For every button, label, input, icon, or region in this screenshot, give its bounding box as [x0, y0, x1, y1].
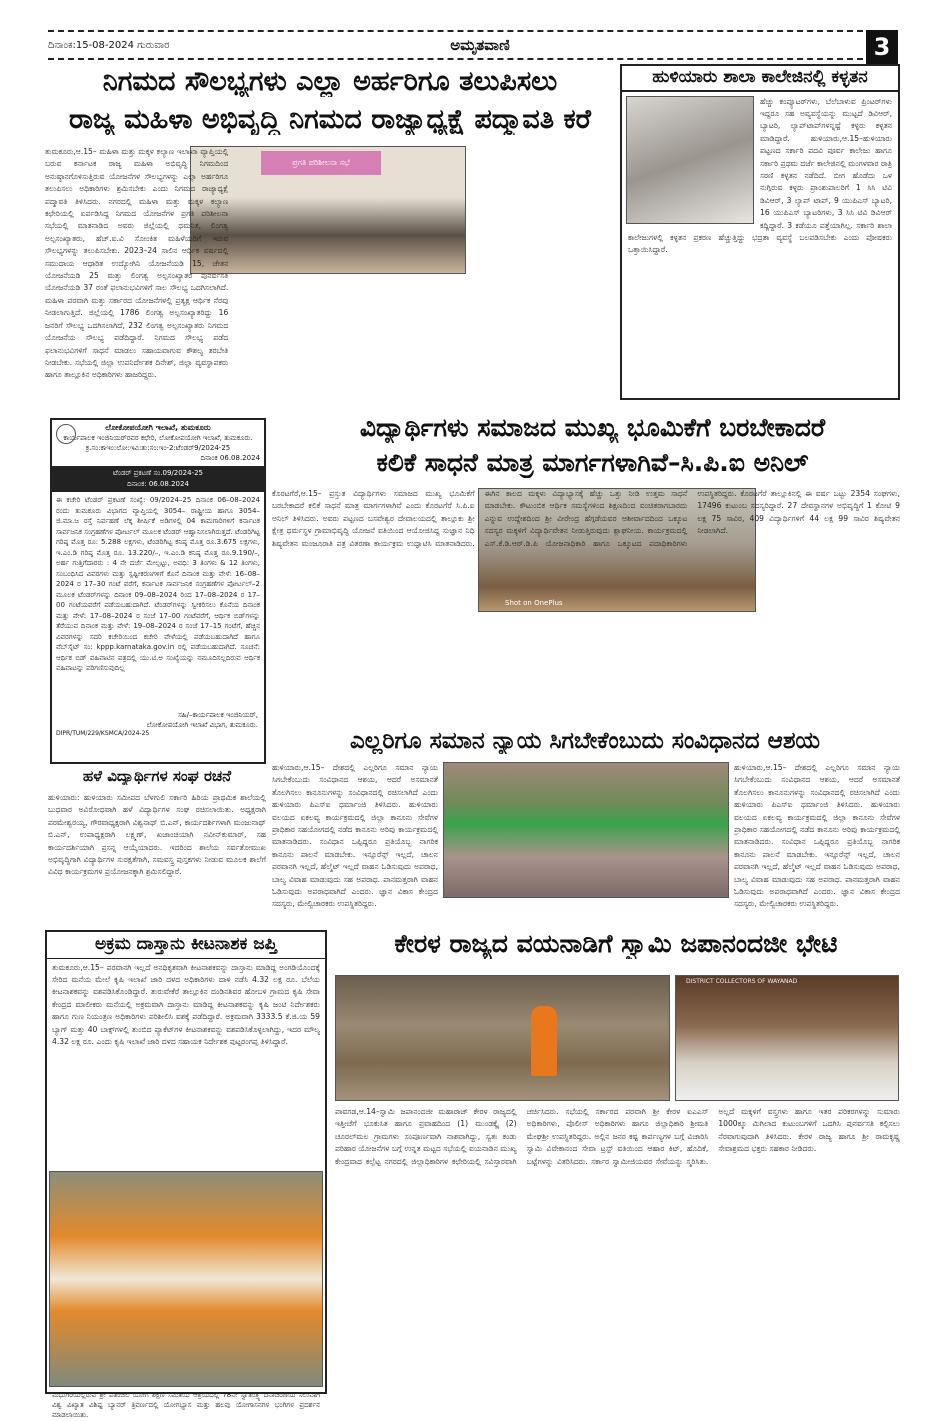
headline: ನಿಗಮದ ಸೌಲಭ್ಯಗಳು ಎಲ್ಲಾ ಅರ್ಹರಿಗೂ ತಲುಪಿಸಲು	[102, 66, 558, 97]
headline: ಎಲ್ಲರಿಗೂ ಸಮಾನ ನ್ಯಾಯ ಸಿಗಬೇಕೆಂಬುದು ಸಂವಿಧಾನದ ಆಶಯ	[349, 728, 821, 754]
notice-date: ದಿನಾಂಕ: 06.08.2024	[127, 480, 189, 488]
government-seal-icon	[56, 424, 76, 444]
article-body: ಹುಳಿಯಾರು: ಹುಳಿಯಾರು ಸಮೀಪದ ಬೆಳಗುಲಿ ಸರ್ಕಾರಿ ಹಿರಿಯ ಪ್ರಾಥಮಿಕ ಶಾಲೆಯಲ್ಲಿ ಬುಧವಾರ ಅವಿರೋಧವಾಗಿ ಹಳೆ ವಿದ್ಯಾರ್ಥಿಗಳ ಸಂಘ ರಚಿಸಲಾಯಿತು. ಅಧ್ಯಕ್ಷರಾಗಿ ಪರಮೇಶ್ವರಯ್ಯ, ಗೌರವಾಧ್ಯಕ್ಷರಾಗಿ ವಿಶ್ವನಾಥ್ ಬಿ.ಎನ್, ಕಾರ್ಯದರ್ಶಿಗಳಾಗಿ ಮಂಜುನಾಥ್ ಬಿ.ಎನ್, ಉಪಾಧ್ಯಕ್ಷರಾಗಿ ಲಕ್ಷ್ಮಣ್, ಖಜಾಂಚಿಯಾಗಿ ನವೀನ್‌ಕುಮಾರ್, ಸಹ ಕಾರ್ಯದರ್ಶಿಯಾಗಿ ಪ್ರಸನ್ನ ಆಯ್ಕೆಯಾದರು. ಇದರಿಂದ ಶಾಲೆಯ ಸರ್ವತೋಮುಖ ಅಭಿವೃದ್ಧಿಗಾಗಿ ವಿದ್ಯಾರ್ಥಿಗಳ ಸುರಕ್ಷತೆಗಾಗಿ, ಸಮವಸ್ತ್ರ ಪುಸ್ತಕಗಳು ನೀಡುವ ಮೂಲಕ ಶಾಲೆಗೆ ವಿವಿಧ ಕಾರ್ಯಕ್ರಮಗಳ ಪ್ರಯೋಜನಕ್ಕಾಗಿ ಶ್ರಮಿಸಲಿದ್ದಾರೆ.	[48, 793, 266, 877]
article-box	[45, 930, 327, 1419]
page-number: 3	[866, 30, 898, 64]
divider	[48, 58, 863, 60]
article-text: ಹುಳಿಯಾರು,ಆ.15– ದೇಶದಲ್ಲಿ ಎಲ್ಲರಿಗೂ ಸಮಾನ ನ್ಯಾಯ ಸಿಗಬೇಕೆಂಬುದು ಸಂವಿಧಾನದ ಆಶಯ, ಆದರೆ ಅಸಮಾನತೆ ತೊಲಗಿಸಲು ಕಾನೂನುಗಳನ್ನು ಸಂವಿಧಾನದಲ್ಲಿ ರಚಿಸಲಾಗಿದೆ ಎಂದು ಹುಳಿಯಾರು ಪಿಎಸ್‌ಐ ಧರ್ಮಾಂಜಿ ತಿಳಿಸಿದರು. ಹುಳಿಯಾರು ವಲಯದ ಏಕಲವ್ಯ ಕಾರ್ಯಕ್ರಮದಲ್ಲಿ ಜಿಲ್ಲಾ ಕಾನೂನು ಸೇವೆಗಳ ಪ್ರಾಧಿಕಾರ ಸಹಯೋಗದಲ್ಲಿ ನಡೆದ ಕಾನೂನು ಅರಿವು ಕಾರ್ಯಕ್ರಮದಲ್ಲಿ ಮಾತನಾಡಿದರು. ಸಂವಿಧಾನ ಒಪ್ಪಿದ್ದರೂ ಪ್ರತಿಯೊಬ್ಬ ನಾಗರಿಕ ಕಾನೂನು ಪಾಲನೆ ಮಾಡಬೇಕು. ಇನ್ಸೂರೆನ್ಸ್ ಇಲ್ಲದೆ, ಚಾಲನ ಪರವಾನಗಿ ಇಲ್ಲದೆ, ಹೆಲ್ಮೆಟ್ ಇಲ್ಲದೆ ವಾಹನ ಓಡಿಸುವುದು ಅಪರಾಧ, ಬಾಲ್ಯ ವಿವಾಹ ಮಾಡುವುದು ಸಹ ಅಪರಾಧ. ಪಾನಮತ್ತರಾಗಿ ವಾಹನ ಓಡಿಸುವುದು ಅಪರಾಧವಾಗಿದೆ ಎಂದರು. ಜ್ಞಾನ ವಿಕಾಸ ಕೇಂದ್ರದ ಸದಸ್ಯರು, ಮೇಲ್ವಿಚಾರಕರು ಉಪಸ್ಥಿತರಿದ್ದರು.	[734, 763, 900, 909]
issue-date: ದಿನಾಂಕ:15-08-2024 ಗುರುವಾರ	[48, 40, 170, 51]
collector-office-photo	[675, 975, 899, 1101]
signatory: ಸಹಿ/–ಕಾರ್ಯಪಾಲಕ ಇಂಜಿನಿಯರ್,	[178, 711, 258, 719]
headline: ಕೇರಳ ರಾಜ್ಯದ ವಯನಾಡಿಗೆ ಸ್ವಾಮಿ ಜಪಾನಂದಜೀ ಭೇಟಿ	[394, 930, 838, 958]
photo-caption: ಮಧುಗಿರಿಯಲ್ಲಿರುವ ಶ್ರೀ ಪತಂಜಲಿ ಯೋಗ ಶಿಕ್ಷಣ ಸಮಿತಿಯ ಆಶ್ರಯದಲ್ಲಿ 78ನೇ ಸ್ವಾತಂತ್ರ್ಯ ದಿನಾಚರಣೆಯ ಸಲುವಾಗಿ ವಿಶ್ವ ವಿಖ್ಯಾತ ವಿಶಿಷ್ಟ ಬ್ಯಾನರ್ ತ್ರಿವರ್ಣದಲ್ಲಿ ಯೋಗಭ್ಯಾಸ ಮತ್ತು ಹಲವು ಯೋಗಾಸನಗಳ ಭಂಗಿಗಳ ಪ್ರದರ್ಶನ ಮಾಡಲಾಯಿತು.	[52, 1390, 320, 1419]
ref-date: ದಿನಾಂಕ 06.08.2024	[200, 454, 260, 462]
newspaper-name: ಅಮೃತವಾಣಿ	[450, 36, 510, 54]
headline: ವಿದ್ಯಾರ್ಥಿಗಳು ಸಮಾಜದ ಮುಖ್ಯ ಭೂಮಿಕೆಗೆ ಬರಬೇಕಾದರೆ	[359, 414, 826, 442]
article-body	[272, 488, 900, 720]
article-body: ತುಮಕೂರು,ಆ.15– ಪರವಾನಗಿ ಇಲ್ಲದೆ ಅನಧಿಕೃತವಾಗಿ ಕೀಟನಾಶಕವನ್ನು ದಾಸ್ತಾನು ಮಾಡಿದ್ದ ಅಂಗಡಿಯೊಂದಕ್ಕೆ ಸೇರಿದ ಮನೆಯ ಮೇಲೆ ಕೃಷಿ ಇಲಾಖೆ ಜಾರಿ ದಳದ ಅಧಿಕಾರಿಗಳು ದಾಳಿ ನಡೆಸಿ 4.32 ಲಕ್ಷ ರೂ. ಬೆಲೆಯ ಕೀಟನಾಶಕವನ್ನು ವಶಪಡಿಸಿಕೊಂಡಿದ್ದಾರೆ. ತುರುವೇಕೆರೆ ತಾಲ್ಲೂಕಿನ ದಂಡಿನಶಿವರ ಹೋಬಳಿ ಗ್ರಾಮದ ಕೃಷಿ ಸೇವಾ ಕೇಂದ್ರದ ಮಾಲೀಕರು ಮನೆಯಲ್ಲಿ ಅಕ್ರಮವಾಗಿ ದಾಸ್ತಾನು ಮಾಡಿದ್ದ ಕೀಟನಾಶಕವನ್ನು ಕೃಷಿ ಜಂಟಿ ನಿರ್ದೇಶಕರು ಹಾಗೂ ಗುಣ ನಿಯಂತ್ರಣ ಅಧಿಕಾರಿಗಳು ಪರಿಶೀಲಿಸಿ ವಶಕ್ಕೆ ಪಡೆದಿದ್ದಾರೆ. ಅಕ್ರಮವಾಗಿ 3333.5 ಕೆ.ಜಿ.ಯ 59 ಬ್ಯಾಗ್ ಮತ್ತು 40 ಬಾಕ್ಸ್‌ಗಳಲ್ಲಿ ತುಂಬಿದ ಪ್ಯಾಕೆಟ್‌ಗಳ ಕೀಟನಾಶಕವನ್ನು ವಶಪಡಿಸಿಕೊಳ್ಳಲಾಗಿದ್ದು, ಇದರ ಮೌಲ್ಯ 4.32 ಲಕ್ಷ ರೂ. ಎಂದು ಕೃಷಿ ಇಲಾಖೆ ಜಾರಿ ದಳದ ಸಹಾಯಕ ನಿರ್ದೇಶಕ ಪುಟ್ಟರಂಗಪ್ಪ ತಿಳಿಸಿದ್ದಾರೆ.	[52, 962, 320, 1046]
headline: ಅಕ್ರಮ ದಾಸ್ತಾನು ಕೀಟನಾಶಕ ಜಪ್ತಿ	[47, 932, 325, 959]
yoga-photo	[49, 1171, 323, 1387]
article-text: ಕೊರಟಗೆರೆ,ಆ.15– ಪ್ರಸ್ತುತ ವಿದ್ಯಾರ್ಥಿಗಳು ಸಮಾಜದ ಮುಖ್ಯ ಭೂಮಿಕೆಗೆ ಬರಬೇಕಾದರೆ ಕಲಿಕೆ ಸಾಧನೆ ಮಾತ್ರ ಮಾರ್ಗಗಳಾಗಿವೆ ಎಂದು ಕೊರಟಗೆರೆ ಸಿ.ಪಿ.ಐ ಅನಿಲ್ ತಿಳಿಸಿದರು. ಅವರು ಪಟ್ಟಣದ ಬಸವೇಶ್ವರ ದೇವಾಲಯದಲ್ಲಿ ತಾಲ್ಲೂಕು ಶ್ರೀ ಕ್ಷೇತ್ರ ಧರ್ಮಸ್ಥಳ ಗ್ರಾಮಾಭಿವೃದ್ಧಿ ಯೋಜನೆ ವತಿಯಿಂದ ಆಯೋಜಿಸಿದ್ದ ಸುಜ್ಞಾನ ನಿಧಿ ಶಿಷ್ಯವೇತನ ಮಂಜೂರಾತಿ ಪತ್ರ ವಿತರಣಾ ಕಾರ್ಯಕ್ರಮ ಉದ್ಘಾಟಿಸಿ ಮಾತನಾಡಿದರು. ಈಗಿನ ಕಾಲದ ಮಕ್ಕಳು ವಿದ್ಯಾಭ್ಯಾಸಕ್ಕೆ ಹೆಚ್ಚು ಒತ್ತು ನೀಡಿ ಉತ್ತಮ ಸಾಧನೆ ಮಾಡಬೇಕು. ಕೌಟುಂಬಿಕ ಆರ್ಥಿಕ ಸಮಸ್ಯೆಗಳಿಂದ ಶಿಕ್ಷಣದಿಂದ ವಂಚಿತರಾಗಬಾರದು ಎನ್ನುವ ಉದ್ದೇಶದಿಂದ ಶ್ರೀ ವೀರೇಂದ್ರ ಹೆಗ್ಗಡೆಯವರ ಆಶೀರ್ವಾದದಿಂದ ಒಕ್ಕೂಟ ಸದಸ್ಯರ ಮಕ್ಕಳಿಗೆ ವಿದ್ಯಾರ್ಥಿವೇತನ ನೀಡುತ್ತಿರುವುದು ಶ್ಲಾಘನೀಯ. ಕಾರ್ಯಕ್ರಮದಲ್ಲಿ ಎಸ್.ಕೆ.ಡಿ.ಆರ್.ಡಿ.ಪಿ ಯೋಜನಾಧಿಕಾರಿ ಹಾಗೂ ಒಕ್ಕೂಟದ ಪದಾಧಿಕಾರಿಗಳು ಉಪಸ್ಥಿತರಿದ್ದರು. ಕೊರಟಗೆರೆ ತಾಲ್ಲೂಕಿನಲ್ಲಿ ಈ ವರ್ಷ ಒಟ್ಟು 2354 ಸಂಘಗಳು, 17496 ಕುಟುಂಬ ಸದಸ್ಯರಿದ್ದಾರೆ. 27 ದೇವಸ್ಥಾನಗಳ ಅಭಿವೃದ್ಧಿಗೆ 1 ಕೋಟಿ 9 ಲಕ್ಷ 75 ಸಾವಿರ, 409 ವಿದ್ಯಾರ್ಥಿಗಳಿಗೆ 44 ಲಕ್ಷ 99 ಸಾವಿರ ಶಿಷ್ಯವೇತನ ನೀಡಲಾಗಿದೆ.	[272, 489, 900, 548]
ref-number: ಕ್ರ.ಸಂ:ಕಾಇಂ:ಲೋ:ಇವಿ:ತು:ಸಂ:ಇಂ-2:ಟೆಂಡರ್9/2024-25	[85, 444, 231, 452]
article-text: ಹೆಚ್ಚು ಕಂಪ್ಯೂಟರ್‌ಗಳು, ಬೆಲೆಬಾಳುವ ಪ್ರಿಂಟರ್‌ಗಳು ಇದ್ದರೂ ಸಹ ಅವ್ಯವಸ್ಥೆಯನ್ನು ಮುಟ್ಟದೆ ಡಿವಿಆರ್, ಬ್ಯಾಟರಿ, ಲ್ಯಾಪ್‌ಟಾಪ್‌ಗಳನ್ನಷ್ಟೆ ಕಳ್ಳರು ಕಳ್ಳತನ ಮಾಡಿದ್ದಾರೆ. ಹುಳಿಯಾರು,ಆ.15–ಹುಳಿಯಾರು ಪಟ್ಟಣದ ಸರ್ಕಾರಿ ಪದವಿ ಪೂರ್ವ ಕಾಲೇಜು ಹಾಗೂ ಸರ್ಕಾರಿ ಪ್ರಥಮ ದರ್ಜೆ ಕಾಲೇಜಿನಲ್ಲಿ ಮಂಗಳವಾರ ರಾತ್ರಿ ಸರಣಿ ಕಳ್ಳತನ ನಡೆದಿದೆ. ಬೀಗ ಹೊಡೆದು ಒಳ ನುಗ್ಗಿರುವ ಕಳ್ಳರು ಪ್ರಾಂಶುಪಾಲರಿಗೆ 1 ಸಿಸಿ ಟಿವಿ ಡಿವಿಆರ್, 3 ಲ್ಯಾಪ್ ಟಾಪ್, 9 ಯುಪಿಎಸ್ ಬ್ಯಾಟರಿ, 16 ಯುಪಿಎಸ್ ಬ್ಯಾಟರಿಗಳು, 3 ಸಿಸಿ ಟಿವಿ ಡಿವಿಆರ್ ಕದ್ದಿದ್ದಾರೆ. 3 ಕಡೆಯೂ ಪತ್ತೆಯಾಗಿಲ್ಲ. ಸರ್ಕಾರಿ ಶಾಲಾ ಕಾಲೇಜುಗಳಲ್ಲಿ ಕಳ್ಳತನ ಪ್ರಕರಣ ಹೆಚ್ಚುತ್ತಿದ್ದು ಭದ್ರತಾ ವ್ಯವಸ್ಥೆ ಬಲಪಡಿಸಬೇಕು ಎಂದು ಪೋಷಕರು ಒತ್ತಾಯಿಸಿದ್ದಾರೆ.	[628, 96, 892, 255]
landslide-photo	[335, 975, 670, 1101]
office-name: ಕಾರ್ಯಪಾಲಕ ಇಂಜಿನಿಯರ್‌ರವರ ಕಛೇರಿ, ಲೋಕೋಪಯೋಗಿ ಇಲಾಖೆ, ತುಮಕೂರು.	[63, 434, 253, 442]
gathering-photo	[443, 762, 729, 898]
article-body-continued	[734, 762, 900, 922]
article-body	[45, 146, 615, 408]
article-body: ಪಾವಗಡ,ಆ.14–ಸ್ವಾಮಿ ಜಪಾನಂದಜೀ ಮಹಾರಾಜ್ ಕೇರಳ ರಾಜ್ಯದಲ್ಲಿ ಇತ್ತೀಚೆಗೆ ಭೂಕುಸಿತ ಹಾಗೂ ಪ್ರವಾಹದಿಂದ (1) ಮುಂಡಕ್ಕೈ (2) ಚೂರಲ್‌ಮಲ ಗ್ರಾಮಗಳು ಸಂಪೂರ್ಣವಾಗಿ ನಾಶವಾಗಿದ್ದು, ಸ್ವತಃ ಕಂಡು ಪರಿಹಾರ ಯೋಜನೆಗಳ ಬಗ್ಗೆ ಉನ್ನತ ಮಟ್ಟದ ಸಭೆಯಲ್ಲಿ ವಯನಾಡಿನ ಮುಖ್ಯ ಕೇಂದ್ರವಾದ ಕಲ್ಪೆಟ್ಟ ನಗರದಲ್ಲಿ ಜಿಲ್ಲಾಧಿಕಾರಿಗಳ ಕಛೇರಿಯಲ್ಲಿ ಸವಿಸ್ತಾರವಾಗಿ ಚರ್ಚಿಸಿದರು. ಸಭೆಯಲ್ಲಿ ಸರ್ಕಾರದ ಪರವಾಗಿ ಶ್ರೀ ಕೇರಳ ಐಎಎಸ್ ಅಧಿಕಾರಿಗಳು, ಪೊಲೀಸ್ ಅಧಿಕಾರಿಗಳು ಹಾಗೂ ಜಿಲ್ಲಾಧಿಕಾರಿ ಶ್ರೀಮತಿ ಮೇಘಶ್ರೀ ಉಪಸ್ಥಿತರಿದ್ದರು. ಅಲ್ಲಿನ ಜನರ ಕಷ್ಟ ಕಾರ್ಪಣ್ಯಗಳ ಬಗ್ಗೆ ವಿಚಾರಿಸಿ ಸ್ವಾಮಿ ವಿವೇಕಾನಂದ ಸೇವಾ ಟ್ರಸ್ಟ್ ವತಿಯಿಂದ ಆಹಾರ ಕಿಟ್, ಹೊದಿಕೆ, ಬಟ್ಟೆಗಳನ್ನು ವಿತರಿಸಿದರು. ಸರ್ಕಾರ ಸ್ವಾಮೀಜಿಯವರ ಸೇವೆಯನ್ನು ಸ್ಮರಿಸಿತು. ಅಲ್ಲದೆ ಮಕ್ಕಳಿಗೆ ವಸ್ತ್ರಗಳು ಹಾಗೂ ಇತರ ಪರಿಕರಗಳನ್ನು ಸುಮಾರು 1000ಕ್ಕೂ ಮಿಗಿಲಾದ ಕುಟುಂಬಗಳಿಗೆ ಒದಗಿಸಿ ಪುನರ್ವಸತಿ ಕಲ್ಪಿಸಲು ನೆರವಾಗುವುದಾಗಿ ತಿಳಿಸಿದರು. ಕೇರಳ ರಾಜ್ಯ ಹಾಗೂ ಶ್ರೀ ರಾಮಕೃಷ್ಣ ಸೇವಾಶ್ರಮದ ಭಕ್ತರು ಸಹಕಾರ ನೀಡಿದರು.	[335, 1107, 900, 1166]
banner-text: ಪ್ರಗತಿ ಪರಿಶೀಲನಾ ಸಭೆ	[261, 151, 381, 175]
signatory-office: ಲೋಕೋಪಯೋಗಿ ಇಲಾಖೆ ವಿಭಾಗ, ತುಮಕೂರು.	[146, 721, 258, 729]
divider	[48, 30, 863, 32]
office-board-text: DISTRICT COLLECTORS OF WAYANAD	[686, 978, 798, 985]
notice-title: ಟೆಂಡರ್ ಪ್ರಕಟಣೆ ಸಂ.09/2024-25	[112, 469, 203, 477]
org-name: ಲೋಕೋಪಯೋಗಿ ಇಲಾಖೆ, ತುಮಕೂರು	[105, 423, 211, 432]
tender-notice	[50, 418, 266, 764]
notice-body: ಈ ಕಚೇರಿ ಟೆಂಡರ್ ಪ್ರಕಟಣೆ ಸಂಖ್ಯೆ: 09/2024–25 ದಿನಾಂಕ 06–08–2024 ರಂದು ತುಮಕೂರು ವಿಭಾಗದ ವ್ಯಾಪ್ತಿಯಲ್ಲಿ 3054– ರಾಷ್ಟ್ರೀಯ ಹಾಗೂ 3054– ಜಿ.ಮಾ.ಜ ರಸ್ತೆ ನಿರ್ವಹಣೆ ಲೆಕ್ಕ ಶೀರ್ಷಿಕೆ ಅಡಿಗಳಲ್ಲಿ 04 ಕಾಮಗಾರಿಗಳಿಗೆ ಕರ್ನಾಟಕ ಸಾರ್ವಜನಿಕ ಸಂಗ್ರಹಣೆಗಳ ಪೋರ್ಟಲ್ ಮೂಲಕ ಟೆಂಡರ್ ಆಹ್ವಾನಿಸಲಾಗಿರುತ್ತದೆ. ಟೆಂಡರಿಗಿಟ್ಟ ಗರಿಷ್ಠ ಮೊತ್ತ ರೂ: 5.288 ಲಕ್ಷಗಳು, ಟೆಂಡರಿಗಿಟ್ಟ ಕನಿಷ್ಠ ಮೊತ್ತ ರೂ.3.675 ಲಕ್ಷಗಳು, ಇ.ಎಂ.ಡಿ ಗರಿಷ್ಠ ಮೊತ್ತ ರೂ. 13.220/–, ಇ.ಎಂ.ಡಿ ಕನಿಷ್ಠ ಮೊತ್ತ ರೂ.9.190/–, ಅರ್ಹ ಗುತ್ತಿಗೆದಾರರು : 4 ನೇ ದರ್ಜೆ ಮೇಲ್ಪಟ್ಟು, ಅವಧಿ: 3 ತಿಂಗಳು & 12 ತಿಂಗಳು, ಸಂಬಂಧಿಸಿದ ವಿವರಗಳು ಮತ್ತು ಸ್ಪಷ್ಟೀಕರಣಗಳಿಗೆ ಕೊನೆ ದಿನಾಂಕ ಮತ್ತು ವೇಳೆ: 16–08–2024 ರ 17–30 ಗಂಟೆ ವರೆಗೆ, ಕರ್ನಾಟಕ ಸಾರ್ವಜನಿಕ ಸಂಗ್ರಹಣೆಗಳ ಪೋರ್ಟಲ್–2 ಮೂಲಕ ಟೆಂಡರ್‌ಗಳನ್ನು ದಿನಾಂಕ 09–08–2024 ರಿಂದ 17–08–2024 ರ 17–00 ಗಂಟೆಯವರೆಗೆ ಪಡೆಯಬಹುದಾಗಿದೆ. ಟೆಂಡರ್‌ಗಳನ್ನು ಸ್ವೀಕರಿಸಲು ಕೊನೆಯ ದಿನಾಂಕ ಮತ್ತು ವೇಳೆ: 17–08–2024 ರ ಸಂಜೆ 17–00 ಗಂಟೆವರೆಗೆ, ಆರ್ಥಿಕ ಬಿಡ್‌ಗಳನ್ನು ತೆರೆಯುವ ದಿನಾಂಕ ಮತ್ತು ವೇಳೆ: 19–08–2024 ರ ಸಂಜೆ 17–15 ಗಂಟೆಗೆ, ಹೆಚ್ಚಿನ ವಿವರಗಳನ್ನು ಸದರಿ ಕಚೇರಿಯಿಂದ ಕಚೇರಿ ವೇಳೆಯಲ್ಲಿ ಪಡೆಯಬಹುದಾಗಿದೆ ಹಾಗೂ ವೆಬ್‌ಸೈಟ್ ಸಂ: kppp.karnataka.gov.in ರಲ್ಲಿ ಪಡೆಯಬಹುದಾಗಿದೆ. ಸೂಚನೆ: ಆರ್ಥಿಕ ಬಿಡ್ ವಹಿವಾಟಿನ ಪತ್ರದಲ್ಲಿ ಯು.ಟಿ.ಆ ಸಂಖ್ಯೆಯನ್ನು ನಮೂದಿಸಲ್ಲದಿರುವ ಆರ್ಥಿಕ ವಹಿವಾಟನ್ನು ಪರಿಗಣಿಸುವುದಿಲ್ಲ	[56, 496, 260, 672]
headline: ಹಳೆ ವಿದ್ಯಾರ್ಥಿಗಳ ಸಂಘ ರಚನೆ	[82, 768, 232, 785]
dipr-code: DIPR/TUM/229/KSMCA/2024-25	[56, 730, 150, 737]
headline: ಕಲಿಕೆ ಸಾಧನೆ ಮಾತ್ರ ಮಾರ್ಗಗಳಾಗಿವೆ–ಸಿ.ಪಿ.ಐ ಅನಿಲ್	[376, 449, 809, 477]
article-text: ತುಮಕೂರು,ಆ.15– ಮಹಿಳಾ ಮತ್ತು ಮಕ್ಕಳ ಕಲ್ಯಾಣ ಇಲಾಖಾ ವ್ಯಾಪ್ತಿಯಲ್ಲಿ ಬರುವ ಕರ್ನಾಟಕ ರಾಜ್ಯ ಮಹಿಳಾ ಅಭಿವೃದ್ಧಿ ನಿಗಮದಿಂದ ಅನುಷ್ಠಾನಗೊಳಿಸುತ್ತಿರುವ ಯೋಜನೆಗಳ ಸೌಲಭ್ಯಗಳನ್ನು ಎಲ್ಲಾ ಅರ್ಹರಿಗೂ ತಲುಪಿಸಲು ಅಧಿಕಾರಿಗಳು ಶ್ರಮಿಸಬೇಕು ಎಂದು ನಿಗಮದ ರಾಜ್ಯಾಧ್ಯಕ್ಷೆ ಪದ್ಮಾವತಿ ತಿಳಿಸಿದರು. ನಗರದಲ್ಲಿ ಮಹಿಳಾ ಮತ್ತು ಮಕ್ಕಳ ಕಲ್ಯಾಣ ಕಛೇರಿಯಲ್ಲಿ ಏರ್ಪಡಿಸಿದ್ದ ನಿಗಮದ ಯೋಜನೆಗಳ ಪ್ರಗತಿ ಪರಿಶೀಲನಾ ಸಭೆಯಲ್ಲಿ ಮಾತನಾಡಿದ ಅವರು ಜಿಲ್ಲೆಯಲ್ಲಿ ಧಮನಿತ, ಲಿಂಗತ್ವ ಅಲ್ಪಸಂಖ್ಯಾತರು, ಹೆಚ್.ಐ.ವಿ ಸೋಂಕಿತ ಮಹಿಳೆಯರಿಗೆ ಇರುವ ಸೌಲಭ್ಯಗಳನ್ನು ತಲುಪಿಸಬೇಕು. 2023–24 ಸಾಲಿನ ಆರ್ಥಿಕ ವರ್ಷದಲ್ಲಿ ಸಮುದಾಯ ಆಧಾರಿತ ಉದ್ಯೋಗಿನಿ ಯೋಜನೆಯಡಿ 15, ಚೇತನ ಯೋಜನೆಯಡಿ 25 ಮತ್ತು ಲಿಂಗತ್ವ ಅಲ್ಪಸಂಖ್ಯಾತರ ಪುನರ್ವಸತಿ ಯೋಜನೆಯಡಿ 37 ರಂತೆ ಫಲಾನುಭವಿಗಳಿಗೆ ಸಾಲ ಸೌಲಭ್ಯ ಒದಗಿಸಲಾಗಿದೆ. ಮಹಿಳಾ ಪರವಾಗಿ ಮತ್ತು ಸರ್ಕಾರದ ಯೋಜನೆಗಳಲ್ಲಿ ಪ್ರತ್ಯಕ್ಷ ಆರ್ಥಿಕ ನೆರವು ನೀಡಲಾಗುತ್ತಿದೆ. ಜಿಲ್ಲೆಯಲ್ಲಿ 1786 ಲಿಂಗತ್ವ ಅಲ್ಪಸಂಖ್ಯಾತರಿದ್ದು 16 ಜನರಿಗೆ ಸೌಲಭ್ಯ ಒದಗಿಸಲಾಗಿದೆ, 232 ಲಿಂಗತ್ವ ಅಲ್ಪಸಂಖ್ಯಾತರು ನಿಗಮದ ಯೋಜನೆಯ ಸೌಲಭ್ಯ ಪಡೆದಿದ್ದಾರೆ. ನಿಗಮದ ಸೌಲಭ್ಯ ಪಡೆದ ಫಲಾನುಭವಿಗಳಿಗೆ ಸಾಧನೆ ಮಾಡಲು ಸಹಾಯವಾಗುವ ಕೌಶಲ್ಯ ತರಬೇತಿ ನೀಡಬೇಕು. ಸಭೆಯಲ್ಲಿ ಜಿಲ್ಲಾ ಉಪನಿರ್ದೇಶಕ ದಿನೇಶ್, ಜಿಲ್ಲಾ ವ್ಯವಸ್ಥಾಪಕರು ಹಾಗೂ ತಾಲ್ಲೂಕಿನ ಅಧಿಕಾರಿಗಳು ಹಾಜರಿದ್ದರು.	[45, 147, 229, 380]
article-box	[620, 64, 900, 400]
article-body: ಹುಳಿಯಾರು,ಆ.15– ದೇಶದಲ್ಲಿ ಎಲ್ಲರಿಗೂ ಸಮಾನ ನ್ಯಾಯ ಸಿಗಬೇಕೆಂಬುದು ಸಂವಿಧಾನದ ಆಶಯ, ಆದರೆ ಅಸಮಾನತೆ ತೊಲಗಿಸಲು ಕಾನೂನುಗಳನ್ನು ಸಂವಿಧಾನದಲ್ಲಿ ರಚಿಸಲಾಗಿದೆ ಎಂದು ಹುಳಿಯಾರು ಪಿಎಸ್‌ಐ ಧರ್ಮಾಂಜಿ ತಿಳಿಸಿದರು. ಹುಳಿಯಾರು ವಲಯದ ಏಕಲವ್ಯ ಕಾರ್ಯಕ್ರಮದಲ್ಲಿ ಜಿಲ್ಲಾ ಕಾನೂನು ಸೇವೆಗಳ ಪ್ರಾಧಿಕಾರ ಸಹಯೋಗದಲ್ಲಿ ನಡೆದ ಕಾನೂನು ಅರಿವು ಕಾರ್ಯಕ್ರಮದಲ್ಲಿ ಮಾತನಾಡಿದರು. ಸಂವಿಧಾನ ಒಪ್ಪಿದ್ದರೂ ಪ್ರತಿಯೊಬ್ಬ ನಾಗರಿಕ ಕಾನೂನು ಪಾಲನೆ ಮಾಡಬೇಕು. ಇನ್ಸೂರೆನ್ಸ್ ಇಲ್ಲದೆ, ಚಾಲನ ಪರವಾನಗಿ ಇಲ್ಲದೆ, ಹೆಲ್ಮೆಟ್ ಇಲ್ಲದೆ ವಾಹನ ಓಡಿಸುವುದು ಅಪರಾಧ, ಬಾಲ್ಯ ವಿವಾಹ ಮಾಡುವುದು ಸಹ ಅಪರಾಧ. ಪಾನಮತ್ತರಾಗಿ ವಾಹನ ಓಡಿಸುವುದು ಅಪರಾಧವಾಗಿದೆ ಎಂದರು. ಜ್ಞಾನ ವಿಕಾಸ ಕೇಂದ್ರದ ಸದಸ್ಯರು, ಮೇಲ್ವಿಚಾರಕರು ಉಪಸ್ಥಿತರಿದ್ದರು.	[272, 763, 438, 909]
swami-figure	[531, 1006, 557, 1076]
cabinet-photo	[626, 96, 754, 224]
headline: ಹುಳಿಯಾರು ಶಾಲಾ ಕಾಲೇಜಿನಲ್ಲಿ ಕಳ್ಳತನ	[622, 66, 898, 92]
photo-credit: Shot on OnePlus	[505, 599, 563, 607]
headline: ರಾಜ್ಯ ಮಹಿಳಾ ಅಭಿವೃದ್ಧಿ ನಿಗಮದ ರಾಜ್ಯಾಧ್ಯಕ್ಷೆ ಪದ್ಮಾವತಿ ಕರೆ	[69, 104, 591, 135]
